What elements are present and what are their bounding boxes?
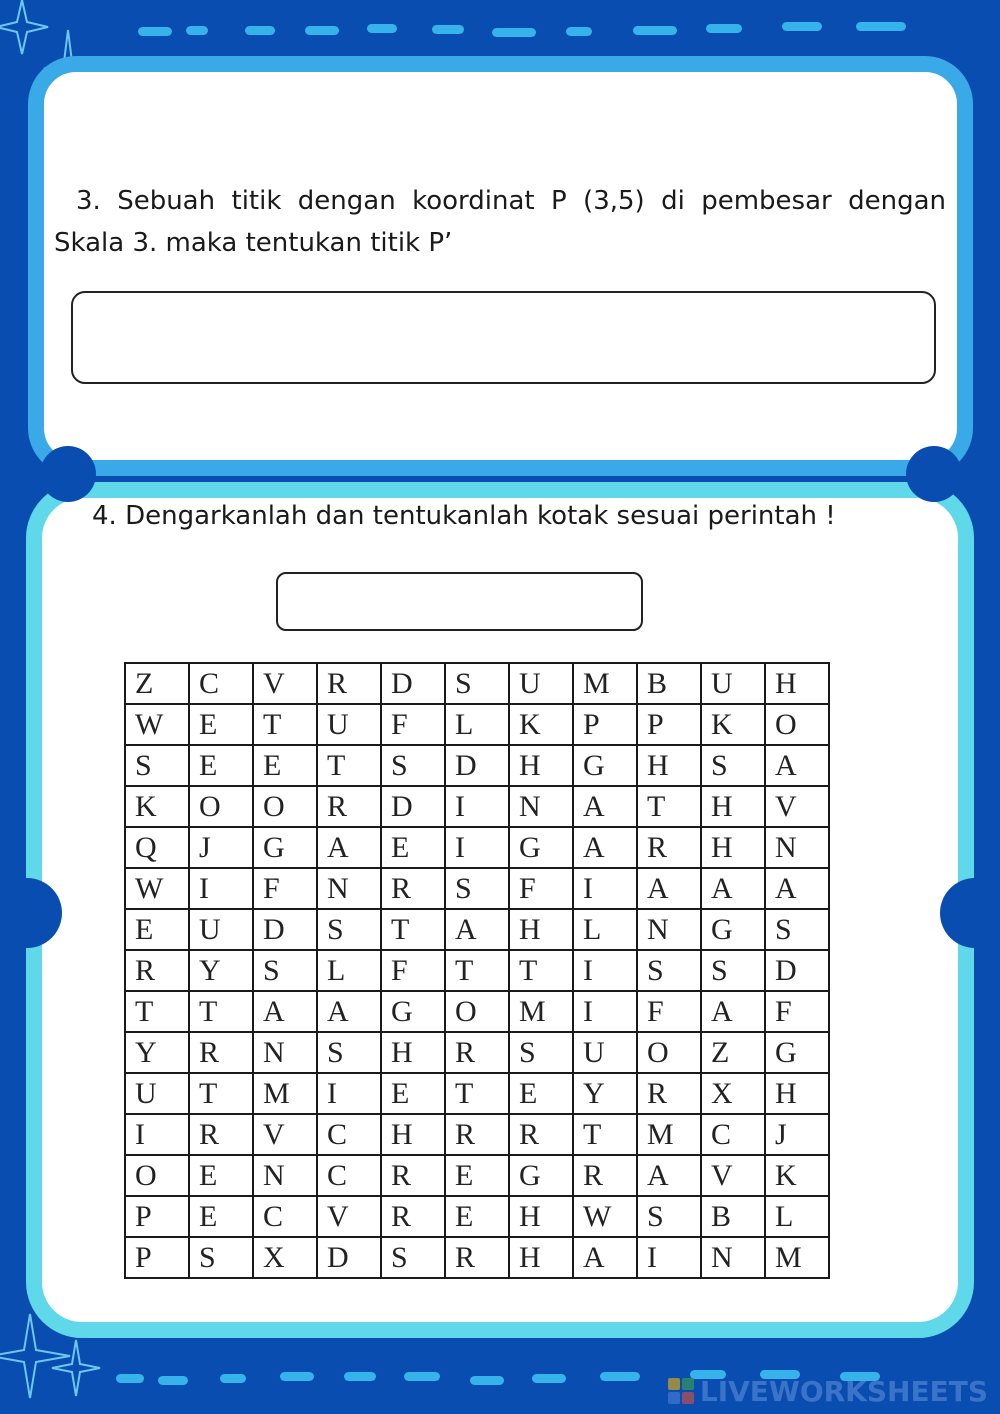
grid-cell[interactable]: Y xyxy=(573,1073,637,1114)
grid-cell[interactable]: H xyxy=(701,786,765,827)
grid-cell[interactable]: W xyxy=(125,868,189,909)
grid-cell[interactable]: I xyxy=(637,1237,701,1278)
grid-cell[interactable]: C xyxy=(253,1196,317,1237)
grid-row xyxy=(125,827,829,868)
grid-cell[interactable]: N xyxy=(253,1032,317,1073)
grid-cell[interactable]: H xyxy=(701,827,765,868)
grid-cell[interactable]: E xyxy=(189,1196,253,1237)
grid-cell[interactable]: R xyxy=(317,663,381,704)
grid-cell[interactable]: E xyxy=(381,1073,445,1114)
grid-cell[interactable]: R xyxy=(509,1114,573,1155)
grid-cell[interactable]: S xyxy=(701,950,765,991)
grid-cell[interactable]: T xyxy=(573,1114,637,1155)
grid-cell[interactable]: T xyxy=(125,991,189,1032)
grid-cell[interactable]: S xyxy=(317,1032,381,1073)
grid-row xyxy=(125,786,829,827)
grid-cell[interactable]: A xyxy=(637,868,701,909)
grid-cell[interactable]: G xyxy=(573,745,637,786)
grid-cell[interactable]: K xyxy=(765,1155,829,1196)
grid-cell[interactable]: M xyxy=(573,663,637,704)
grid-row xyxy=(125,1032,829,1073)
grid-cell[interactable]: A xyxy=(701,991,765,1032)
grid-cell[interactable]: U xyxy=(573,1032,637,1073)
grid-cell[interactable]: I xyxy=(573,991,637,1032)
grid-cell[interactable]: N xyxy=(317,868,381,909)
grid-cell[interactable]: L xyxy=(445,704,509,745)
grid-cell[interactable]: H xyxy=(509,745,573,786)
grid-cell[interactable]: A xyxy=(317,991,381,1032)
grid-cell[interactable]: D xyxy=(765,950,829,991)
grid-cell[interactable]: L xyxy=(573,909,637,950)
question-4-text: 4. Dengarkanlah dan tentukanlah kotak sesuai perintah ! xyxy=(92,501,836,531)
grid-cell[interactable]: L xyxy=(317,950,381,991)
grid-cell[interactable]: M xyxy=(509,991,573,1032)
grid-cell[interactable]: S xyxy=(381,745,445,786)
grid-cell[interactable]: S xyxy=(701,745,765,786)
grid-cell[interactable]: F xyxy=(381,704,445,745)
grid-cell[interactable]: A xyxy=(765,868,829,909)
grid-cell[interactable]: D xyxy=(381,663,445,704)
grid-cell[interactable]: R xyxy=(445,1237,509,1278)
grid-cell[interactable]: R xyxy=(381,868,445,909)
liveworksheets-watermark: LIVEWORKSHEETS xyxy=(699,1374,988,1408)
grid-cell[interactable]: A xyxy=(573,827,637,868)
grid-cell[interactable]: R xyxy=(189,1032,253,1073)
grid-cell[interactable]: R xyxy=(637,1073,701,1114)
grid-cell[interactable]: H xyxy=(509,1196,573,1237)
grid-cell[interactable]: A xyxy=(573,1237,637,1278)
grid-cell[interactable]: M xyxy=(765,1237,829,1278)
grid-cell[interactable]: N xyxy=(253,1155,317,1196)
grid-cell[interactable]: O xyxy=(253,786,317,827)
grid-cell[interactable]: N xyxy=(637,909,701,950)
grid-cell[interactable]: C xyxy=(701,1114,765,1155)
grid-cell[interactable]: P xyxy=(637,704,701,745)
grid-cell[interactable]: D xyxy=(253,909,317,950)
grid-cell[interactable]: I xyxy=(445,786,509,827)
grid-cell[interactable]: L xyxy=(765,1196,829,1237)
grid-cell[interactable]: A xyxy=(765,745,829,786)
grid-cell[interactable]: H xyxy=(765,663,829,704)
liveworksheets-logo xyxy=(668,1374,988,1408)
grid-cell[interactable]: I xyxy=(125,1114,189,1155)
grid-cell[interactable]: E xyxy=(445,1155,509,1196)
grid-cell[interactable]: H xyxy=(381,1032,445,1073)
grid-cell[interactable]: W xyxy=(573,1196,637,1237)
grid-cell[interactable]: W xyxy=(125,704,189,745)
grid-cell[interactable]: E xyxy=(189,704,253,745)
grid-row xyxy=(125,991,829,1032)
grid-cell[interactable]: E xyxy=(381,827,445,868)
grid-row xyxy=(125,909,829,950)
grid-cell[interactable]: H xyxy=(637,745,701,786)
grid-row xyxy=(125,1114,829,1155)
grid-cell[interactable]: I xyxy=(573,950,637,991)
grid-cell[interactable]: T xyxy=(317,745,381,786)
grid-cell[interactable]: B xyxy=(701,1196,765,1237)
grid-cell[interactable]: F xyxy=(509,868,573,909)
grid-cell[interactable]: S xyxy=(253,950,317,991)
grid-row xyxy=(125,868,829,909)
grid-cell[interactable]: U xyxy=(317,704,381,745)
grid-cell[interactable]: S xyxy=(637,950,701,991)
grid-cell[interactable]: M xyxy=(253,1073,317,1114)
grid-cell[interactable]: K xyxy=(125,786,189,827)
grid-cell[interactable]: R xyxy=(445,1032,509,1073)
grid-cell[interactable]: V xyxy=(317,1196,381,1237)
grid-cell[interactable]: X xyxy=(253,1237,317,1278)
grid-cell[interactable]: T xyxy=(445,950,509,991)
grid-cell[interactable]: F xyxy=(381,950,445,991)
question-3-answer-field[interactable] xyxy=(71,291,936,384)
grid-cell[interactable]: S xyxy=(125,745,189,786)
grid-cell[interactable]: S xyxy=(189,1237,253,1278)
grid-cell[interactable]: O xyxy=(765,704,829,745)
card-notch xyxy=(906,446,962,502)
grid-cell[interactable]: R xyxy=(637,827,701,868)
grid-cell[interactable]: S xyxy=(445,663,509,704)
grid-cell[interactable]: E xyxy=(189,1155,253,1196)
grid-cell[interactable]: K xyxy=(701,704,765,745)
grid-cell[interactable]: B xyxy=(637,663,701,704)
grid-cell[interactable]: A xyxy=(253,991,317,1032)
grid-cell[interactable]: T xyxy=(189,991,253,1032)
grid-cell[interactable]: S xyxy=(765,909,829,950)
grid-cell[interactable]: G xyxy=(509,827,573,868)
grid-cell[interactable]: O xyxy=(637,1032,701,1073)
grid-cell[interactable]: E xyxy=(253,745,317,786)
grid-cell[interactable]: I xyxy=(317,1073,381,1114)
grid-cell[interactable]: O xyxy=(445,991,509,1032)
grid-cell[interactable]: D xyxy=(381,786,445,827)
grid-cell[interactable]: N xyxy=(701,1237,765,1278)
grid-cell[interactable]: R xyxy=(381,1196,445,1237)
grid-cell[interactable]: Q xyxy=(125,827,189,868)
grid-cell[interactable]: V xyxy=(253,663,317,704)
grid-cell[interactable]: U xyxy=(509,663,573,704)
grid-cell[interactable]: I xyxy=(573,868,637,909)
grid-cell[interactable]: N xyxy=(765,827,829,868)
grid-cell[interactable]: U xyxy=(189,909,253,950)
grid-row xyxy=(125,1155,829,1196)
grid-cell[interactable]: C xyxy=(317,1155,381,1196)
grid-cell[interactable]: U xyxy=(125,1073,189,1114)
grid-cell[interactable]: R xyxy=(445,1114,509,1155)
grid-row xyxy=(125,704,829,745)
grid-cell[interactable]: E xyxy=(189,745,253,786)
grid-row xyxy=(125,745,829,786)
grid-cell[interactable]: A xyxy=(317,827,381,868)
grid-cell[interactable]: R xyxy=(125,950,189,991)
grid-cell[interactable]: T xyxy=(509,950,573,991)
grid-cell[interactable]: I xyxy=(445,827,509,868)
grid-cell[interactable]: S xyxy=(637,1196,701,1237)
grid-cell[interactable]: H xyxy=(509,1237,573,1278)
grid-cell[interactable]: R xyxy=(381,1155,445,1196)
grid-cell[interactable]: F xyxy=(765,991,829,1032)
grid-cell[interactable]: J xyxy=(765,1114,829,1155)
question-4-answer-field[interactable] xyxy=(276,572,643,631)
grid-cell[interactable]: M xyxy=(637,1114,701,1155)
grid-cell[interactable]: G xyxy=(253,827,317,868)
grid-cell[interactable]: G xyxy=(509,1155,573,1196)
question-3-text: 3. Sebuah titik dengan koordinat P (3,5) di pembesar dengan Skala 3. maka tentukan titik P’ xyxy=(54,186,946,258)
grid-cell[interactable]: Y xyxy=(125,1032,189,1073)
grid-cell[interactable]: A xyxy=(445,909,509,950)
grid-cell[interactable]: P xyxy=(573,704,637,745)
grid-cell[interactable]: A xyxy=(573,786,637,827)
grid-cell[interactable]: Z xyxy=(125,663,189,704)
grid-cell[interactable]: S xyxy=(509,1032,573,1073)
word-search-grid xyxy=(124,662,830,1279)
grid-cell[interactable]: H xyxy=(509,909,573,950)
grid-cell[interactable]: V xyxy=(765,786,829,827)
grid-cell[interactable]: H xyxy=(381,1114,445,1155)
grid-cell[interactable]: T xyxy=(189,1073,253,1114)
grid-cell[interactable]: C xyxy=(189,663,253,704)
grid-cell[interactable]: D xyxy=(445,745,509,786)
grid-row xyxy=(125,663,829,704)
grid-cell[interactable]: J xyxy=(189,827,253,868)
grid-cell[interactable]: T xyxy=(445,1073,509,1114)
grid-cell[interactable]: H xyxy=(765,1073,829,1114)
grid-cell[interactable]: E xyxy=(509,1073,573,1114)
grid-cell[interactable]: T xyxy=(637,786,701,827)
question-3-card xyxy=(28,56,973,476)
grid-cell[interactable]: C xyxy=(317,1114,381,1155)
grid-cell[interactable]: I xyxy=(189,868,253,909)
grid-cell[interactable]: K xyxy=(509,704,573,745)
grid-cell[interactable]: A xyxy=(701,868,765,909)
grid-cell[interactable]: X xyxy=(701,1073,765,1114)
grid-cell[interactable]: Y xyxy=(189,950,253,991)
grid-cell[interactable]: E xyxy=(125,909,189,950)
grid-cell[interactable]: O xyxy=(189,786,253,827)
grid-cell[interactable]: T xyxy=(253,704,317,745)
grid-cell[interactable]: E xyxy=(445,1196,509,1237)
liveworksheets-logo-icon xyxy=(668,1378,694,1404)
grid-row xyxy=(125,1073,829,1114)
grid-cell[interactable]: G xyxy=(765,1032,829,1073)
grid-cell[interactable]: T xyxy=(381,909,445,950)
grid-cell[interactable]: O xyxy=(125,1155,189,1196)
grid-cell[interactable]: P xyxy=(125,1196,189,1237)
grid-row xyxy=(125,1196,829,1237)
grid-cell[interactable]: Z xyxy=(701,1032,765,1073)
card-notch xyxy=(40,446,96,502)
grid-row xyxy=(125,1237,829,1278)
grid-cell[interactable]: D xyxy=(317,1237,381,1278)
grid-cell[interactable]: V xyxy=(253,1114,317,1155)
grid-cell[interactable]: R xyxy=(317,786,381,827)
grid-cell[interactable]: V xyxy=(701,1155,765,1196)
grid-cell[interactable]: P xyxy=(125,1237,189,1278)
grid-cell[interactable]: G xyxy=(701,909,765,950)
grid-cell[interactable]: R xyxy=(189,1114,253,1155)
grid-cell[interactable]: F xyxy=(637,991,701,1032)
grid-cell[interactable]: S xyxy=(445,868,509,909)
grid-cell[interactable]: S xyxy=(317,909,381,950)
grid-cell[interactable]: F xyxy=(253,868,317,909)
grid-cell[interactable]: R xyxy=(573,1155,637,1196)
grid-cell[interactable]: S xyxy=(381,1237,445,1278)
grid-row xyxy=(125,950,829,991)
grid-cell[interactable]: N xyxy=(509,786,573,827)
grid-cell[interactable]: A xyxy=(637,1155,701,1196)
grid-cell[interactable]: G xyxy=(381,991,445,1032)
grid-cell[interactable]: U xyxy=(701,663,765,704)
